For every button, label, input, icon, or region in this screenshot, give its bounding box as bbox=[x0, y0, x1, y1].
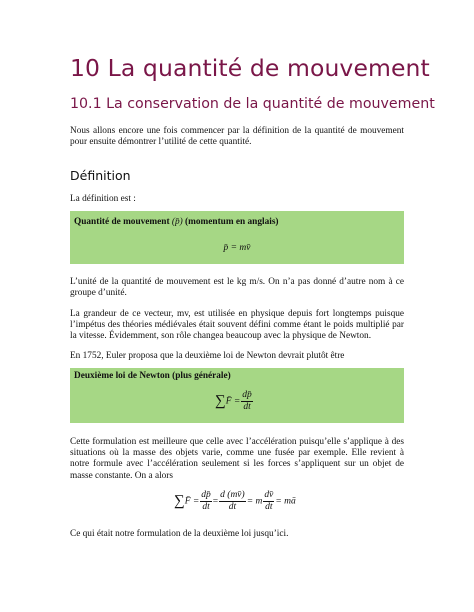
derivation-fraction-1 bbox=[200, 490, 212, 513]
unit-paragraph: L’unité de la quantité de mouvement est le kg m/s. On n’a pas donné d’autre nom à ce groupe d’unité. bbox=[70, 277, 404, 299]
summation-symbol: ∑ bbox=[215, 393, 226, 409]
derivation-equation bbox=[174, 490, 296, 513]
derivation-f2-den: dt bbox=[228, 502, 237, 512]
derivation-f3-num: dv̄ bbox=[264, 490, 274, 500]
definition-box-symbol: (p̄) bbox=[171, 217, 183, 227]
momentum-equation: p̄ = mv̄ bbox=[223, 243, 251, 253]
derivation-f3-den: dt bbox=[265, 502, 273, 512]
newton-law-denominator: dt bbox=[243, 402, 251, 412]
newton-law-fraction bbox=[241, 390, 253, 413]
derivation-lhs: F̄ = bbox=[184, 496, 200, 507]
definition-box-title-prefix: Quantité de mouvement bbox=[74, 217, 170, 227]
euler-paragraph: En 1752, Euler proposa que la deuxième loi de Newton devrait plutôt être bbox=[70, 351, 345, 361]
derivation-fraction-3 bbox=[263, 490, 274, 513]
definition-heading: Définition bbox=[70, 168, 131, 183]
derivation-f2-num: d (mv̄) bbox=[220, 490, 245, 500]
definition-box-title bbox=[74, 217, 279, 227]
section-title: 10.1 La conservation de la quantité de mouvement bbox=[70, 96, 435, 112]
definition-box bbox=[70, 211, 404, 264]
newton-law-lhs: F̄ = bbox=[225, 396, 241, 407]
closing-paragraph: Ce qui était notre formulation de la deuxième loi jusqu’ici. bbox=[70, 529, 289, 539]
formulation-paragraph: Cette formulation est meilleure que celle avec l’accélération puisqu’elle s’applique à des situations où la masse des objets varie, comme une fusée par exemple. Elle revient à notre formule avec l’accélération seulement si les forces s’appliquent sur un objet de masse constante. On a alors bbox=[70, 437, 404, 481]
definition-intro: La définition est : bbox=[70, 194, 136, 204]
derivation-f1-num: dp̄ bbox=[201, 490, 211, 500]
derivation-rhs: = mā bbox=[275, 496, 296, 507]
newton-law-box bbox=[70, 368, 404, 423]
derivation-eq1: = bbox=[212, 496, 219, 507]
newton-law-box-title: Deuxième loi de Newton (plus générale) bbox=[74, 371, 231, 381]
derivation-eq2: = m bbox=[246, 496, 263, 507]
derivation-summation-symbol: ∑ bbox=[174, 493, 185, 509]
intro-paragraph: Nous allons encore une fois commencer par la définition de la quantité de mouvement pour ensuite démontrer l’utilité de cette quantité. bbox=[70, 126, 404, 148]
magnitude-paragraph: La grandeur de ce vecteur, mv, est utilisée en physique depuis fort longtemps puisque l’impétus des théories médiévales était souvent défini comme étant le poids multiplié par la vitesse. Évidemment, son rôle changea beaucoup avec la physique de Newton. bbox=[70, 309, 404, 342]
newton-law-numerator: dp̄ bbox=[242, 390, 252, 400]
derivation-f1-den: dt bbox=[202, 502, 210, 512]
derivation-fraction-2 bbox=[219, 490, 246, 513]
chapter-title: 10 La quantité de mouvement bbox=[70, 54, 430, 82]
newton-law-equation bbox=[215, 390, 254, 413]
definition-box-title-suffix: (momentum en anglais) bbox=[185, 217, 279, 227]
